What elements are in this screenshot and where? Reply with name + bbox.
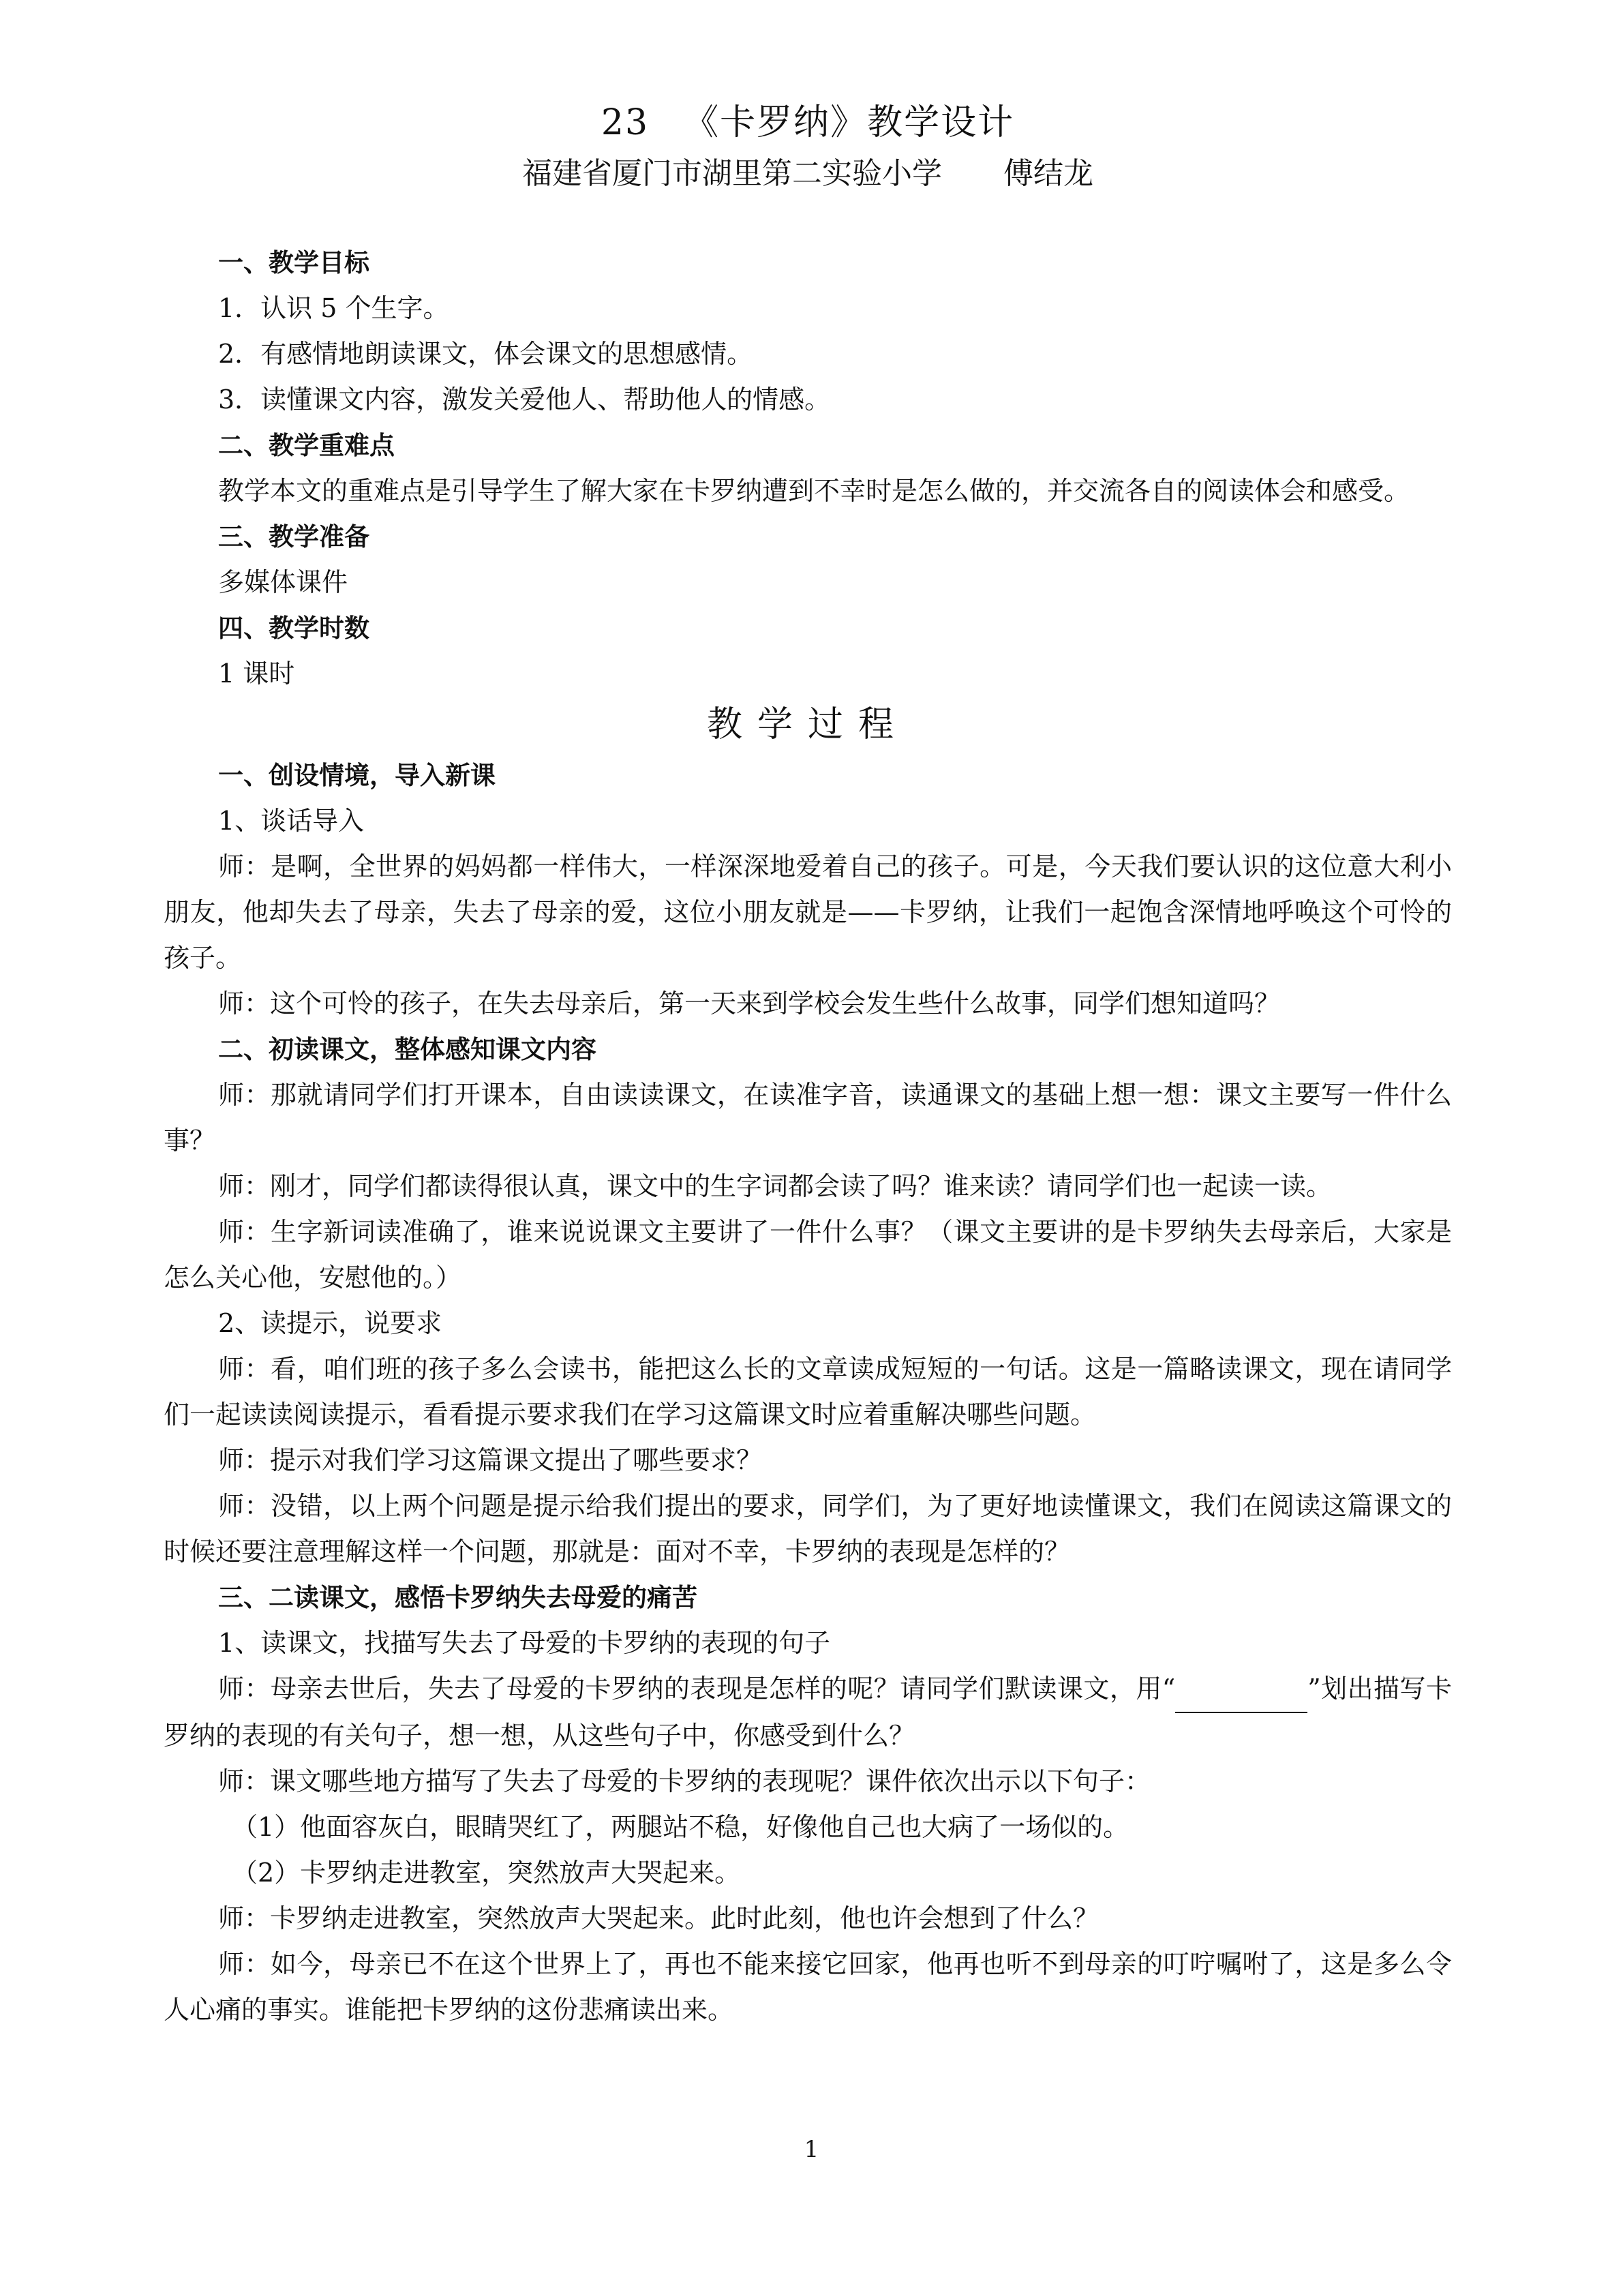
document-body (164, 95, 1452, 2033)
quote-sentence-1: （1）他面容灰白，眼睛哭红了，两腿站不稳，好像他自己也大病了一场似的。 (232, 1812, 1129, 1842)
part2-paragraph-3: 师：生字新词读准确了，谁来说说课文主要讲了一件什么事？（课文主要讲的是卡罗纳失去母亲后，大家是怎么关心他，安慰他的。） (164, 1217, 1452, 1293)
part1-paragraph-2: 师：这个可怜的孩子，在失去母亲后，第一天来到学校会发生些什么故事，同学们想知道吗？ (218, 988, 1281, 1018)
goal-item-3: 3．读懂课文内容，激发关爱他人、帮助他人的情感。 (218, 384, 831, 414)
section-heading-keypoints: 二、教学重难点 (218, 431, 395, 460)
goal-item-1: 1．认识 5 个生字。 (218, 293, 449, 323)
part3-paragraph-4: 师：如今，母亲已不在这个世界上了，再也不能来接它回家，他再也听不到母亲的叮咛嘱咐了，这是多么令人心痛的事实。谁能把卡罗纳的这份悲痛读出来。 (164, 1949, 1452, 2025)
part1-subheading: 1、谈话导入 (218, 806, 365, 836)
part2-paragraph-4: 师：看，咱们班的孩子多么会读书，能把这么长的文章读成短短的一句话。这是一篇略读课文，现在请同学们一起读读阅读提示，看看提示要求我们在学习这篇课文时应着重解决哪些问题。 (164, 1354, 1452, 1430)
keypoints-text: 教学本文的重难点是引导学生了解大家在卡罗纳遭到不幸时是怎么做的，并交流各自的阅读体会和感受。 (218, 476, 1410, 506)
lesson-title: 《卡罗纳》教学设计 (683, 102, 1015, 143)
part3-p1-after: ”划出描写卡罗纳的表现的有关句子，想一想，从这些句子中，你感受到什么？ (164, 1674, 1452, 1751)
part3-paragraph-1 (164, 1666, 1452, 1759)
spacer (164, 198, 1452, 240)
underline-blank (1175, 1666, 1307, 1713)
preparation-text: 多媒体课件 (218, 567, 348, 597)
part2-subheading: 2、读提示，说要求 (218, 1308, 442, 1338)
part3-paragraph-2: 师：课文哪些地方描写了失去了母爱的卡罗纳的表现呢？课件依次出示以下句子： (218, 1766, 1151, 1796)
section-heading-duration: 四、教学时数 (218, 614, 369, 643)
duration-text: 1 课时 (218, 659, 295, 689)
goal-item-2: 2．有感情地朗读课文，体会课文的思想感情。 (218, 339, 753, 369)
part2-paragraph-2: 师：刚才，同学们都读得很认真，课文中的生字词都会读了吗？谁来读？请同学们也一起读一读。 (218, 1171, 1333, 1201)
part1-paragraph-1: 师：是啊，全世界的妈妈都一样伟大，一样深深地爱着自己的孩子。可是，今天我们要认识的这位意大利小朋友，他却失去了母亲，失去了母亲的爱，这位小朋友就是——卡罗纳，让我们一起饱含深情地呼唤这个可怜的孩子。 (164, 851, 1452, 973)
part2-paragraph-6: 师：没错，以上两个问题是提示给我们提出的要求，同学们，为了更好地读懂课文，我们在阅读这篇课文的时候还要注意理解这样一个问题，那就是：面对不幸，卡罗纳的表现是怎样的？ (164, 1491, 1452, 1567)
lesson-number: 23 (601, 102, 650, 143)
section-heading-goals: 一、教学目标 (218, 248, 369, 277)
section-heading-preparation: 三、教学准备 (218, 522, 369, 552)
byline (164, 150, 1452, 198)
page-number: 1 (804, 2136, 819, 2163)
process-title: 教学过程 (706, 704, 909, 745)
part2-heading: 二、初读课文，整体感知课文内容 (218, 1035, 596, 1064)
part3-paragraph-3: 师：卡罗纳走进教室，突然放声大哭起来。此时此刻，他也许会想到了什么？ (218, 1903, 1099, 1933)
school-name: 福建省厦门市湖里第二实验小学 (522, 156, 942, 191)
part3-heading: 三、二读课文，感悟卡罗纳失去母爱的痛苦 (218, 1583, 697, 1612)
page-title (164, 95, 1452, 150)
part1-heading: 一、创设情境，导入新课 (218, 761, 496, 790)
part3-subheading: 1、读课文，找描写失去了母爱的卡罗纳的表现的句子 (218, 1628, 831, 1658)
part3-p1-before: 师：母亲去世后，失去了母爱的卡罗纳的表现是怎样的呢？请同学们默读课文，用“ (218, 1674, 1176, 1704)
quote-sentence-2: （2）卡罗纳走进教室，突然放声大哭起来。 (232, 1858, 741, 1888)
part2-paragraph-5: 师：提示对我们学习这篇课文提出了哪些要求？ (218, 1445, 763, 1475)
author-name: 傅结龙 (1003, 156, 1093, 191)
part2-paragraph-1: 师：那就请同学们打开课本，自由读读课文，在读准字音，读通课文的基础上想一想：课文主要写一件什么事？ (164, 1080, 1452, 1155)
